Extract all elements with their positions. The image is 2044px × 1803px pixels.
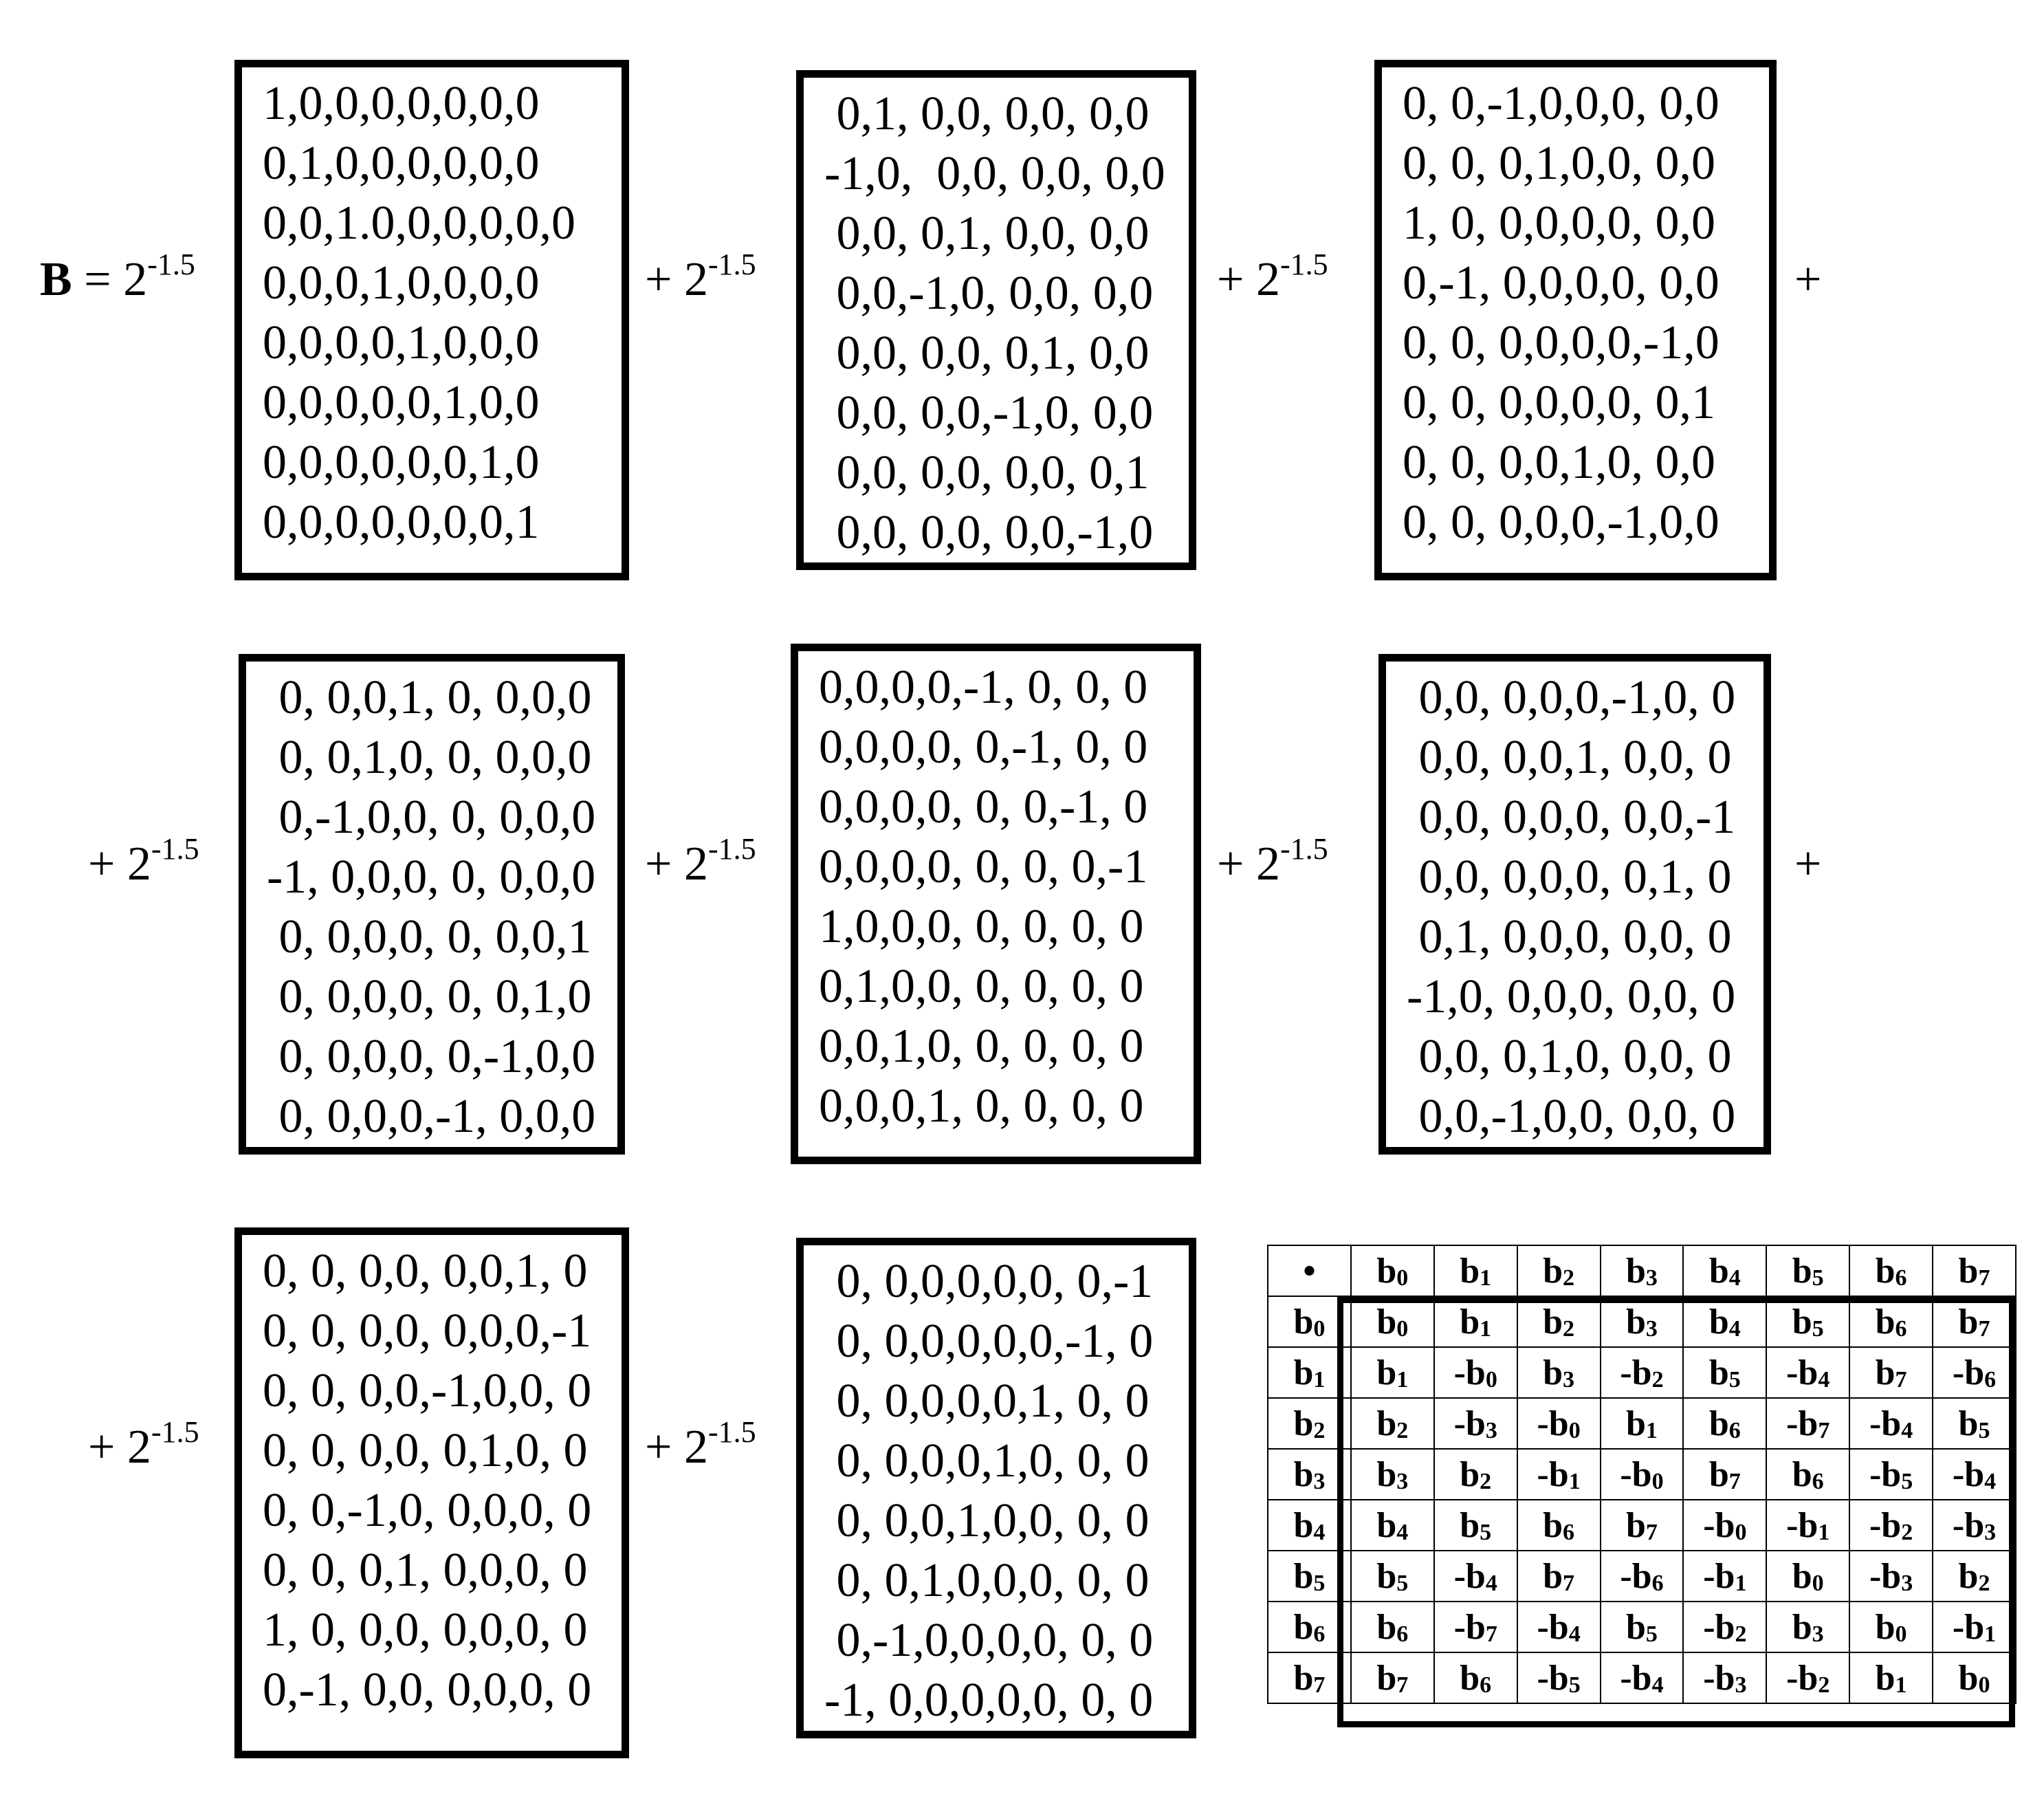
coefficient-8 [645, 1415, 756, 1474]
table-row [1268, 1296, 2016, 1347]
table-cell: $b_7$ [1517, 1551, 1601, 1602]
matrix-row: 0,-1, 0,0, 0,0,0, 0 [263, 1663, 592, 1716]
table-cell: $b_1$ [1434, 1296, 1517, 1347]
matrix-8 [796, 1238, 1196, 1738]
table-cell: $b_2$ [1517, 1296, 1601, 1347]
plus-sign: + [1217, 838, 1256, 890]
table-cell: $-b_3$ [1683, 1652, 1766, 1703]
table-cell: $-b_0$ [1434, 1347, 1517, 1398]
multiplication-table-wrapper [1267, 1245, 2016, 1726]
table-cell: $-b_7$ [1434, 1602, 1517, 1652]
matrix-row: 0, 0,0,1,0,0, 0, 0 [824, 1494, 1150, 1547]
matrix-row: 0, 0, 0,1, 0,0,0, 0 [263, 1544, 588, 1597]
table-cell: $b_1$ [1849, 1652, 1933, 1703]
table-row-label: $b_4$ [1268, 1500, 1351, 1551]
table-cell: $-b_0$ [1517, 1398, 1601, 1449]
matrix-row: 0,0, 0,0, 0,0, 0,1 [824, 446, 1150, 499]
table-cell: $-b_6$ [1933, 1347, 2016, 1398]
matrix-row: 0, 0, 0,0, 0,0,0,-1 [263, 1304, 592, 1357]
table-cell: $-b_1$ [1683, 1551, 1766, 1602]
table-row [1268, 1602, 2016, 1652]
table-cell: $b_0$ [1351, 1296, 1434, 1347]
matrix-row: 0, 0, 0,0,0,0,-1,0 [1403, 316, 1719, 369]
matrix-row: 0,0, 0,1, 0,0, 0,0 [824, 207, 1150, 260]
table-cell: $-b_4$ [1434, 1551, 1517, 1602]
matrix-row: 0,0,1.0,0,0,0,0,0 [263, 197, 575, 250]
table-cell: $-b_3$ [1434, 1398, 1517, 1449]
table-cell: $b_0$ [1849, 1602, 1933, 1652]
table-cell: $-b_4$ [1933, 1449, 2016, 1500]
matrix-row: 0,1,0,0, 0, 0, 0, 0 [819, 960, 1144, 1013]
matrix-row: 0, 0, 0,0,0,-1,0,0 [1403, 496, 1719, 549]
coef-exponent: -1.5 [1279, 248, 1328, 281]
table-cell: $-b_7$ [1766, 1398, 1849, 1449]
table-cell: $-b_4$ [1849, 1398, 1933, 1449]
matrix-4 [239, 654, 625, 1155]
table-header-cell: $b_5$ [1766, 1245, 1849, 1296]
table-cell: $b_6$ [1849, 1296, 1933, 1347]
matrix-row: 1, 0, 0,0,0,0, 0,0 [1403, 197, 1715, 250]
table-cell: $-b_4$ [1517, 1602, 1601, 1652]
coef-base: 2 [1255, 838, 1280, 890]
table-cell: $b_6$ [1766, 1449, 1849, 1500]
table-cell: $-b_0$ [1601, 1449, 1684, 1500]
coef-base: 2 [683, 838, 708, 890]
matrix-row: 0,0, 0,0, 0,0,-1,0 [824, 506, 1154, 559]
table-cell: $-b_3$ [1933, 1500, 2016, 1551]
table-cell: $b_0$ [1933, 1652, 2016, 1703]
matrix-row: 0, 0, 0,0,-1,0,0, 0 [263, 1364, 592, 1417]
matrix-5 [791, 644, 1201, 1164]
coef-base: 2 [127, 1421, 151, 1474]
matrix-row: 0,-1, 0,0,0,0, 0,0 [1403, 256, 1719, 309]
matrix-row: 0,0,0,0,0,1,0,0 [263, 376, 540, 429]
matrix-row: 0,0,0,0, 0,-1, 0, 0 [819, 721, 1148, 774]
matrix-row: 0,0, 0,0,0,-1,0, 0 [1407, 671, 1736, 724]
matrix-row: 0,0,0,0,0,0,0,1 [263, 496, 540, 549]
matrix-row: 0, 0,-1,0, 0,0,0, 0 [263, 1484, 592, 1537]
table-cell: $b_1$ [1601, 1398, 1684, 1449]
table-cell: $-b_1$ [1766, 1500, 1849, 1551]
trailing-plus-2: + [1794, 838, 1822, 890]
lhs-symbol: B [40, 253, 72, 306]
table-row-label: $b_0$ [1268, 1296, 1351, 1347]
coef-base: 2 [127, 838, 151, 890]
table-row-label: $b_7$ [1268, 1652, 1351, 1703]
matrix-row: 0, 0,-1,0,0,0, 0,0 [1403, 77, 1719, 130]
table-header-cell: $b_4$ [1683, 1245, 1766, 1296]
matrix-row: 0, 0, 0,0, 0,1,0, 0 [263, 1424, 588, 1477]
table-cell: $b_4$ [1351, 1500, 1434, 1551]
table-cell: $b_1$ [1351, 1347, 1434, 1398]
table-header-row [1268, 1245, 2016, 1296]
table-row-label: $b_2$ [1268, 1398, 1351, 1449]
table-row [1268, 1449, 2016, 1500]
matrix-row: 0,-1,0,0, 0, 0,0,0 [267, 791, 596, 844]
table-cell: $b_6$ [1434, 1652, 1517, 1703]
table-cell: $b_7$ [1351, 1652, 1434, 1703]
plus-sign: + [645, 1421, 684, 1474]
table-cell: $b_3$ [1517, 1347, 1601, 1398]
table-header-cell: $b_3$ [1601, 1245, 1684, 1296]
matrix-row: 0, 0,0,0, 0, 0,1,0 [267, 970, 592, 1023]
coef-base: 2 [683, 253, 708, 306]
table-corner-cell: • [1268, 1245, 1351, 1296]
matrix-row: 1, 0, 0,0, 0,0,0, 0 [263, 1604, 588, 1657]
matrix-row: 0,0,0,0, 0, 0, 0,-1 [819, 840, 1148, 893]
matrix-row: 0,0, 0,0, 0,1, 0,0 [824, 327, 1150, 380]
table-row [1268, 1652, 2016, 1703]
table-cell: $-b_4$ [1601, 1652, 1684, 1703]
table-header-cell: $b_0$ [1351, 1245, 1434, 1296]
lhs-coefficient [40, 248, 195, 306]
table-cell: $b_7$ [1849, 1347, 1933, 1398]
matrix-row: 0,0,0,0,1,0,0,0 [263, 316, 540, 369]
table-cell: $-b_2$ [1601, 1347, 1684, 1398]
matrix-row: 0,0, 0,0,0, 0,0,-1 [1407, 791, 1736, 844]
coef-exponent: -1.5 [1279, 832, 1328, 866]
trailing-plus-1: + [1794, 253, 1822, 306]
matrix-row: 0, 0, 0,0, 0,0,1, 0 [263, 1245, 588, 1298]
matrix-row: 0, 0,0,0, 0,-1,0,0 [267, 1030, 596, 1083]
table-cell: $b_7$ [1683, 1449, 1766, 1500]
matrix-row: 0, 0,0,0,0,0, 0,-1 [824, 1255, 1154, 1308]
matrix-6 [1378, 654, 1771, 1155]
matrix-row: -1, 0,0,0, 0, 0,0,0 [267, 851, 596, 904]
matrix-row: 0, 0,0,1, 0, 0,0,0 [267, 671, 592, 724]
coefficient-3 [1217, 248, 1328, 306]
matrix-1 [234, 60, 629, 580]
table-cell: $b_6$ [1683, 1398, 1766, 1449]
table-cell: $b_5$ [1351, 1551, 1434, 1602]
coef-exponent: -1.5 [707, 248, 756, 281]
table-cell: $b_5$ [1766, 1296, 1849, 1347]
coefficient-4 [88, 832, 199, 890]
table-cell: $b_5$ [1933, 1398, 2016, 1449]
table-row-label: $b_3$ [1268, 1449, 1351, 1500]
equals-sign: = [72, 253, 124, 306]
coef-exponent: -1.5 [151, 832, 199, 866]
matrix-row: 0,0,1,0, 0, 0, 0, 0 [819, 1020, 1144, 1073]
table-cell: $-b_1$ [1517, 1449, 1601, 1500]
table-cell: $-b_4$ [1766, 1347, 1849, 1398]
table-cell: $-b_1$ [1933, 1602, 2016, 1652]
matrix-row: 0, 0,1,0, 0, 0,0,0 [267, 731, 592, 784]
table-cell: $b_7$ [1933, 1296, 2016, 1347]
table-row-label: $b_6$ [1268, 1602, 1351, 1652]
table-header-cell: $b_1$ [1434, 1245, 1517, 1296]
multiplication-table [1267, 1245, 2016, 1704]
matrix-row: 0, 0, 0,0,0,0, 0,1 [1403, 376, 1715, 429]
table-header-cell: $b_7$ [1933, 1245, 2016, 1296]
matrix-row: 0,0,0,1, 0, 0, 0, 0 [819, 1080, 1144, 1133]
matrix-row: 0,0,-1,0,0, 0,0, 0 [1407, 1090, 1736, 1143]
matrix-row: 1,0,0,0, 0, 0, 0, 0 [819, 900, 1144, 953]
table-cell: $-b_2$ [1849, 1500, 1933, 1551]
matrix-row: 0, 0,0,0, 0, 0,0,1 [267, 910, 592, 963]
table-row [1268, 1500, 2016, 1551]
table-cell: $b_5$ [1434, 1500, 1517, 1551]
plus-sign: + [1217, 253, 1256, 306]
matrix-row: 0,0,0,0,0,0,1,0 [263, 436, 540, 489]
coefficient-6 [1217, 832, 1328, 890]
matrix-row: 1,0,0,0,0,0,0,0 [263, 77, 540, 130]
table-header-cell: $b_6$ [1849, 1245, 1933, 1296]
table-row-label: $b_5$ [1268, 1551, 1351, 1602]
matrix-row: 0,-1,0,0,0,0, 0, 0 [824, 1614, 1154, 1667]
table-cell: $b_2$ [1434, 1449, 1517, 1500]
matrix-row: 0,0,0,0, 0, 0,-1, 0 [819, 780, 1148, 833]
matrix-row: 0,0,-1,0, 0,0, 0,0 [824, 267, 1154, 320]
plus-sign: + [645, 838, 684, 890]
matrix-row: 0,0,0,1,0,0,0,0 [263, 256, 540, 309]
table-cell: $-b_0$ [1683, 1500, 1766, 1551]
table-cell: $b_0$ [1766, 1551, 1849, 1602]
matrix-row: 0, 0,0,0,0,0,-1, 0 [824, 1315, 1154, 1368]
matrix-row: 0,0, 0,1,0, 0,0, 0 [1407, 1030, 1732, 1083]
matrix-row: -1,0, 0,0,0, 0,0, 0 [1407, 970, 1736, 1023]
matrix-7 [234, 1227, 629, 1758]
table-row [1268, 1551, 2016, 1602]
matrix-row: 0,1,0,0,0,0,0,0 [263, 137, 540, 190]
table-cell: $b_6$ [1517, 1500, 1601, 1551]
table-cell: $-b_2$ [1683, 1602, 1766, 1652]
table-cell: $b_6$ [1351, 1602, 1434, 1652]
matrix-row: 0,1, 0,0, 0,0, 0,0 [824, 87, 1150, 140]
table-cell: $b_7$ [1601, 1500, 1684, 1551]
matrix-row: -1, 0,0,0,0,0, 0, 0 [824, 1674, 1154, 1727]
matrix-row: 0, 0,0,0,-1, 0,0,0 [267, 1090, 596, 1143]
coef-base: 2 [123, 253, 148, 306]
table-header-cell: $b_2$ [1517, 1245, 1601, 1296]
coef-exponent: -1.5 [147, 248, 195, 281]
plus-sign: + [88, 1421, 127, 1474]
table-cell: $-b_6$ [1601, 1551, 1684, 1602]
matrix-row: 0,0, 0,0,0, 0,1, 0 [1407, 851, 1732, 904]
matrix-row: 0,0,0,0,-1, 0, 0, 0 [819, 661, 1148, 714]
table-cell: $-b_5$ [1849, 1449, 1933, 1500]
plus-sign: + [88, 838, 127, 890]
table-cell: $b_3$ [1351, 1449, 1434, 1500]
matrix-row: 0, 0,0,0,0,1, 0, 0 [824, 1375, 1150, 1428]
coef-exponent: -1.5 [151, 1415, 199, 1449]
coef-base: 2 [1255, 253, 1280, 306]
coefficient-2 [645, 248, 756, 306]
matrix-row: 0, 0, 0,0,1,0, 0,0 [1403, 436, 1715, 489]
matrix-row: 0, 0,0,0,1,0, 0, 0 [824, 1434, 1150, 1487]
coef-exponent: -1.5 [707, 832, 756, 866]
table-cell: $b_2$ [1933, 1551, 2016, 1602]
table-row [1268, 1347, 2016, 1398]
table-row-label: $b_1$ [1268, 1347, 1351, 1398]
table-cell: $-b_2$ [1766, 1652, 1849, 1703]
matrix-row: 0,0, 0,0,-1,0, 0,0 [824, 386, 1154, 439]
coefficient-7 [88, 1415, 199, 1474]
table-cell: $b_3$ [1766, 1602, 1849, 1652]
matrix-row: 0, 0, 0,1,0,0, 0,0 [1403, 137, 1715, 190]
matrix-row: 0,1, 0,0,0, 0,0, 0 [1407, 910, 1732, 963]
plus-sign: + [645, 253, 684, 306]
table-cell: $b_5$ [1683, 1347, 1766, 1398]
table-cell: $b_4$ [1683, 1296, 1766, 1347]
table-cell: $b_3$ [1601, 1296, 1684, 1347]
table-cell: $-b_5$ [1517, 1652, 1601, 1703]
matrix-row: 0,0, 0,0,1, 0,0, 0 [1407, 731, 1732, 784]
table-row [1268, 1398, 2016, 1449]
table-cell: $b_2$ [1351, 1398, 1434, 1449]
table-cell: $b_5$ [1601, 1602, 1684, 1652]
coef-exponent: -1.5 [707, 1415, 756, 1449]
matrix-row: -1,0, 0,0, 0,0, 0,0 [824, 147, 1165, 200]
matrix-row: 0, 0,1,0,0,0, 0, 0 [824, 1554, 1150, 1607]
matrix-3 [1374, 60, 1777, 580]
coefficient-5 [645, 832, 756, 890]
matrix-2 [796, 70, 1196, 570]
coef-base: 2 [683, 1421, 708, 1474]
table-cell: $-b_3$ [1849, 1551, 1933, 1602]
